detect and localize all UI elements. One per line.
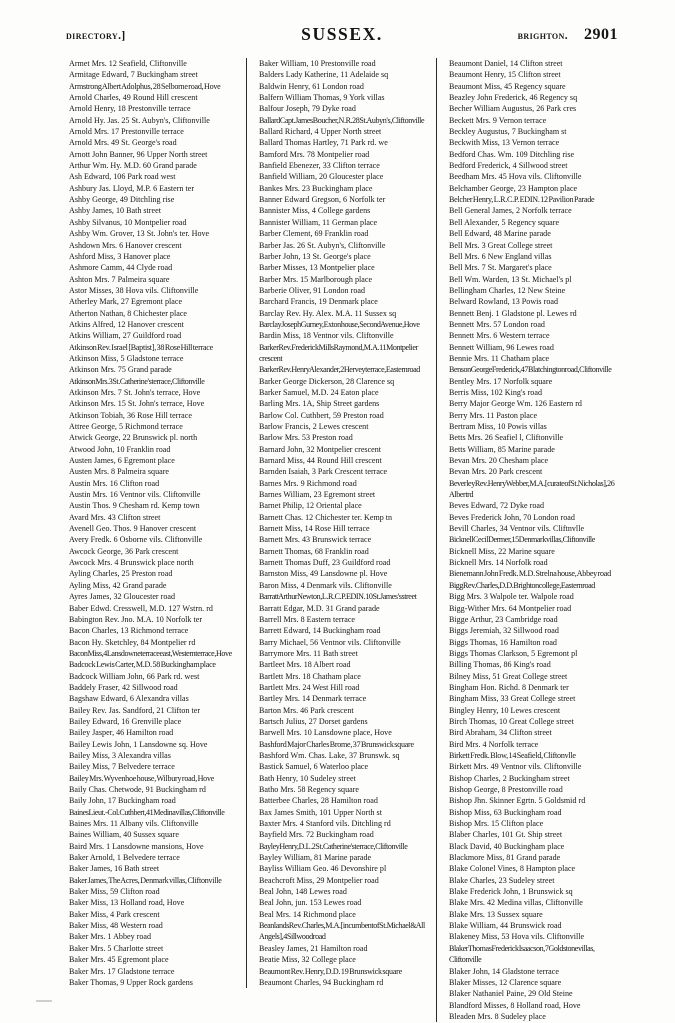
directory-entry: Beal Mrs. 14 Richmond place [259, 909, 356, 919]
directory-entry: Barnden Isaiah, 3 Park Crescent terrace [259, 467, 388, 477]
directory-entry: Arnold Henry, 18 Prestonville terrace [69, 104, 191, 114]
directory-entry: Baker James, The Acres, Denmark villas, Cliftonville [69, 875, 222, 885]
directory-entry: Bell Mrs. 3 Great College street [449, 240, 553, 250]
directory-entry: Bartlett Mrs. 18 Chatham place [259, 671, 361, 681]
directory-entry: Barberie Oliver, 91 London road [259, 285, 365, 295]
directory-entry: Austin Mrs. 16 Ventnor vils. Cliftonville [69, 490, 201, 500]
page-number: 2901 [584, 26, 618, 43]
directory-entry: Bailey Jasper, 46 Hamilton road [69, 728, 174, 738]
directory-entry: Beckley Augustus, 7 Buckingham st [449, 127, 567, 137]
directory-entry: Beaumont Rev. Henry, D.D. 19 Brunswick square [259, 966, 402, 976]
directory-entry: Baker William, 10 Prestonville road [259, 59, 376, 68]
running-head [66, 26, 618, 48]
directory-entry: Barnard John, 32 Montpelier crescent [259, 444, 382, 454]
directory-entry: Beal John, jun. 153 Lewes road [259, 898, 362, 908]
directory-entry: Barnes Mrs. 9 Richmond road [259, 478, 357, 488]
directory-entry: Bayley Henry, D.L. 2 St. Catherine's terrace, Cliftonville [259, 841, 408, 851]
column-2 [246, 58, 436, 988]
directory-entry: Ballard Capt. James Boucher, N.R. 28 St. Aubyn's, Cliftonville [259, 115, 425, 125]
directory-entry: Beatie Miss, 32 College place [259, 955, 356, 965]
directory-entry: Bashford Wm. Chas. Lake, 37 Brunswk. sq [259, 750, 400, 760]
directory-entry: Black David, 40 Buckingham place [449, 841, 565, 851]
directory-entry: Beachcroft Miss, 29 Montpelier road [259, 875, 379, 885]
directory-entry: Bayley William, 81 Marine parade [259, 853, 372, 863]
directory-entry: Bartsch Julius, 27 Dorset gardens [259, 716, 368, 726]
directory-entry: Bienemann John Fredk. M.D. Strelna house, Abbey road [449, 569, 611, 579]
directory-entry: Barnett Mrs. 43 Brunswick terrace [259, 535, 372, 545]
directory-entry: Blake Frederick John, 1 Brunswick sq [449, 887, 573, 897]
directory-entry: Bayfield Mrs. 72 Buckingham road [259, 830, 374, 840]
directory-entry: Barlow Francis, 2 Lewes crescent [259, 422, 369, 431]
directory-entry: Bell Alexander, 5 Regency square [449, 217, 560, 227]
directory-entry: Barrymore Mrs. 11 Bath street [259, 648, 358, 658]
directory-entry: Baker Miss, 4 Park crescent [69, 909, 160, 919]
directory-entry: Baxter Mrs. 4 Stanford vils. Ditchling rd [259, 819, 391, 829]
directory-entry: Beaumont Henry, 15 Clifton street [449, 70, 561, 80]
directory-entry: Badcock Lewis Carter, M.D. 58 Buckingham place [69, 660, 216, 670]
directory-entry: Ballard Thomas Hartley, 71 Park rd. we [259, 138, 388, 148]
directory-entry: Bashford Major Charles Brome, 37 Brunswick square [259, 739, 414, 749]
directory-entry: Baron Miss, 4 Denmark vils. Cliftonville [259, 580, 392, 590]
directory-entry: Blandford Misses, 8 Holland road, Hove [449, 1000, 581, 1010]
directory-entry: Beedham Mrs. 45 Hova vils. Cliftonville [449, 172, 582, 182]
directory-entry: Atkinson Mrs. 7 St. John's terrace, Hove [69, 387, 201, 397]
directory-entry: Beal John, 148 Lewes road [259, 887, 347, 897]
directory-entry: Ashdown Mrs. 6 Hanover crescent [69, 240, 182, 250]
directory-entry: Bell Edward, 48 Marine parade [449, 229, 551, 239]
column-3 [436, 58, 620, 1022]
directory-entry: Ashby James, 10 Bath street [69, 206, 161, 216]
running-head-place: brighton. [517, 30, 568, 42]
directory-entry: Bilney Miss, 51 Great College street [449, 671, 568, 681]
directory-entry: Bicknell Cecil Dermer, 15 Denmark villas, Cliftonville [449, 535, 595, 545]
directory-entry: Banfield William, 20 Gloucester place [259, 172, 384, 182]
directory-entry: Babington Rev. Jno. M.A. 10 Norfolk ter [69, 614, 203, 624]
directory-entry: Baker Mrs. 1 Abbey road [69, 932, 152, 942]
directory-entry: Atkinson Mrs. 15 St. John's terrace, Hove [69, 399, 205, 409]
directory-entry: Armstrong Albert Adolphus, 28 Selborne road, Hove [69, 81, 221, 91]
directory-entry: Baily John, 17 Buckingham road [69, 796, 176, 806]
directory-entry: Birkett Fredk. Blow, 14 Seafield, Cliftonvlle [449, 750, 576, 760]
directory-entry: Barnet Philip, 12 Oriental place [259, 501, 362, 511]
directory-entry: Birkett Mrs. 49 Ventnor vils. Cliftonville [449, 762, 582, 772]
directory-columns [62, 58, 620, 1021]
directory-entry: Bannister Miss, 4 College gardens [259, 206, 371, 216]
directory-entry: Barlow Col. Cuthbert, 59 Preston road [259, 410, 384, 420]
directory-entry: Austin Mrs. 16 Clifton road [69, 478, 160, 488]
directory-entry: Barratt Edgar, M.D. 31 Grand parade [259, 603, 380, 613]
directory-entry: Bedford Chas. Wm. 109 Ditchling rise [449, 149, 575, 159]
directory-entry: Bell Mrs. 6 New England villas [449, 251, 552, 261]
directory-entry: Bennett Benj. 1 Gladstone pl. Lewes rd [449, 308, 577, 318]
directory-entry: Atkinson Mrs. 3 St. Catherine's terrace, Cliftonville [69, 376, 205, 386]
directory-entry: Betts William, 85 Marine parade [449, 444, 555, 454]
directory-entry: Ashmore Camm, 44 Clyde road [69, 263, 173, 273]
directory-entry: Bayliss William Geo. 46 Devonshire pl [259, 864, 387, 874]
directory-entry: Barnett Miss, 14 Rose Hill terrace [259, 524, 370, 534]
directory-entry: Bird Abraham, 34 Clifton street [449, 728, 552, 738]
directory-entry: Barnard Miss, 44 Round Hill crescent [259, 456, 382, 466]
directory-entry: Ballard Richard, 4 Upper North street [259, 127, 382, 137]
directory-entry: Bell Wm. Warden, 13 St. Michael's pl [449, 274, 572, 284]
directory-entry: Berris Miss, 102 King's road [449, 387, 542, 397]
directory-entry: Barber Clement, 69 Franklin road [259, 229, 369, 239]
directory-entry: Biggs Thomas Clarkson, 5 Egremont pl [449, 648, 578, 658]
directory-entry: Barclay Rev. Hy. Alex. M.A. 11 Sussex sq [259, 308, 397, 318]
directory-entry: Barber Mrs. 15 Marlborough place [259, 274, 373, 284]
directory-entry: Bailey Mrs. Wyvenhoe house, Wilbury road, Hove [69, 773, 215, 783]
directory-entry: Barlow Mrs. 53 Preston road [259, 433, 353, 443]
directory-entry: Bennie Mrs. 11 Chatham place [449, 353, 550, 363]
directory-entry: Bacon Hy. Sketchley, 84 Montpelier rd [69, 637, 196, 647]
directory-entry: Baker Miss, 59 Clifton road [69, 887, 160, 897]
directory-entry: Beves Frederick John, 70 London road [449, 512, 575, 522]
directory-entry: Baines William, 40 Sussex square [69, 830, 179, 840]
directory-entry: Barker George Dickerson, 28 Clarence sq [259, 376, 395, 386]
directory-entry: Betts Mrs. 26 Seafiel l, Cliftonville [449, 433, 564, 443]
directory-entry: Bishop George, 8 Prestonville road [449, 785, 563, 794]
directory-entry: Beanlands Rev. Charles, M.A. [incumbent of St. Michael & All Angels], 4 Sillwood road [259, 921, 425, 942]
directory-entry: Barrett Edward, 14 Buckingham road [259, 626, 381, 636]
directory-entry: Beves Edward, 72 Dyke road [449, 501, 545, 511]
directory-entry: Ashby George, 49 Ditchling rise [69, 195, 175, 205]
directory-entry: Attree George, 5 Richmond terrace [69, 422, 183, 431]
directory-entry: Batterbee Charles, 28 Hamilton road [259, 796, 378, 806]
directory-entry: Bax James Smith, 101 Upper North st [259, 807, 382, 817]
directory-entry: Baldwin Henry, 61 London road [259, 81, 364, 91]
directory-entry: Baker James, 16 Bath street [69, 864, 160, 874]
directory-entry: Bigg-Wither Mrs. 64 Montpelier road [449, 603, 572, 613]
directory-entry: Belchamber George, 23 Hampton place [449, 183, 578, 193]
directory-entry: Bell General James, 2 Norfolk terrace [449, 206, 572, 216]
directory-entry: Beazley John Frederick, 46 Regency sq [449, 93, 578, 103]
directory-entry: Baily Chas. Chetwode, 91 Buckingham rd [69, 785, 206, 794]
directory-entry: Bishop Miss, 63 Buckingham road [449, 807, 562, 817]
directory-entry: Baddely Fraser, 42 Sillwood road [69, 682, 178, 692]
directory-entry: Beaumont Miss, 45 Regency square [449, 81, 566, 91]
directory-entry: Berry Major George Wm. 126 Eastern rd [449, 399, 582, 409]
directory-entry: Bacon Miss, 4 Lansdowne terrace east, Western terrace, Hove [69, 648, 232, 658]
directory-entry: Bicknell Miss, 22 Marine square [449, 546, 555, 556]
directory-entry: Batho Mrs. 58 Regency square [259, 785, 360, 794]
directory-entry: Arnott John Banner, 96 Upper North street [69, 149, 208, 159]
directory-entry: Bath Henry, 10 Sudeley street [259, 773, 356, 783]
directory-entry: Badcock William John, 66 Park rd. west [69, 671, 200, 681]
page-edge-mark [36, 1000, 52, 1002]
directory-entry: Avard Mrs. 43 Clifton street [69, 512, 161, 522]
directory-entry: Baines Lieut.-Col. Cuthbert, 41 Medina villas, Cliftonville [69, 807, 225, 817]
directory-entry: Bartlett Mrs. 24 West Hill road [259, 682, 360, 692]
directory-entry: Bailey Miss, 3 Alexandra villas [69, 750, 171, 760]
directory-entry: Blake Colonel Vines, 8 Hampton place [449, 864, 576, 874]
directory-entry: Barnston Miss, 49 Lansdowne pl. Hove [259, 569, 388, 579]
directory-entry: Ashton Mrs. 7 Palmeira square [69, 274, 170, 284]
directory-entry: Armitage Edward, 7 Buckingham street [69, 70, 198, 80]
directory-entry: Bartley Mrs. 14 Denmark terrace [259, 694, 367, 704]
directory-entry: Atkins William, 27 Guildford road [69, 331, 182, 341]
directory-entry: Billing Thomas, 86 King's road [449, 660, 551, 670]
directory-entry: Atherley Mark, 27 Egremont place [69, 297, 183, 307]
directory-entry: Barnes William, 23 Egremont street [259, 490, 376, 500]
directory-entry: Bishop Charles, 2 Buckingham street [449, 773, 570, 783]
directory-entry: Ayling Charles, 25 Preston road [69, 569, 173, 579]
directory-entry: Bigg Mrs. 3 Walpole ter. Walpole road [449, 592, 574, 602]
directory-entry: Austin Thos. 9 Chesham rd. Kemp town [69, 501, 200, 511]
directory-entry: Bleaden Mrs. 8 Sudeley place [449, 1011, 546, 1021]
directory-entry: Biggs Thomas, 16 Hamilton road [449, 637, 557, 647]
directory-entry: Baker Miss, 13 Holland road, Hove [69, 898, 185, 908]
directory-entry: Bartleet Mrs. 18 Albert road [259, 660, 351, 670]
directory-entry: Blake Mrs. 13 Sussex square [449, 909, 543, 919]
directory-entry: Barling Mrs. 1A, Ship Street gardens [259, 399, 380, 409]
directory-entry: Barnett Thomas, 68 Franklin road [259, 546, 369, 556]
directory-entry: Bellingham Charles, 12 New Steine [449, 285, 566, 295]
directory-entry: Blaker Thomas Frederick Isaacson, 7 Goldstone villas, Cliftonville [449, 943, 595, 965]
directory-entry: Biggs Jeremiah, 32 Sillwood road [449, 626, 559, 636]
directory-entry: Barchard Francis, 19 Denmark place [259, 297, 378, 307]
directory-entry: Ashby Wm. Grover, 13 St. John's ter. Hove [69, 229, 210, 239]
directory-entry: Bastick Samuel, 6 Waterloo place [259, 762, 369, 772]
running-head-right [518, 26, 618, 44]
directory-entry: Arnold Hy. Jas. 25 St. Aubyn's, Cliftonville [69, 115, 210, 125]
directory-entry: Ash Edward, 106 Park road west [69, 172, 176, 182]
directory-entry: Arthur Wm. Hy. M.D. 60 Grand parade [69, 161, 197, 171]
directory-entry: Bentley Mrs. 17 Norfolk square [449, 376, 553, 386]
directory-entry: Atkinson Miss, 5 Gladstone terrace [69, 353, 184, 363]
directory-entry: Beverley Rev. Henry Webber, M.A. [curate of St. Nicholas], 26 Albert rd [449, 478, 615, 500]
directory-entry: Bardin Miss, 18 Ventnor vils. Cliftonville [259, 331, 394, 341]
directory-entry: Armet Mrs. 12 Seafield, Cliftonville [69, 59, 187, 68]
directory-entry: Beaumont Charles, 94 Buckingham rd [259, 977, 384, 987]
directory-entry: Blackmore Miss, 81 Grand parade [449, 853, 561, 863]
directory-entry: Ayres James, 32 Gloucester road [69, 592, 176, 602]
directory-entry: Bingham Hon. Richd. 8 Denmark ter [449, 682, 569, 692]
directory-entry: Barton Mrs. 46 Park crescent [259, 705, 354, 715]
directory-entry: Astor Misses, 38 Hova vils. Cliftonville [69, 285, 199, 295]
directory-entry: Ayling Miss, 42 Grand parade [69, 580, 167, 590]
directory-entry: Bishop Mrs. 15 Clifton place [449, 819, 544, 829]
directory-entry: Arnold Mrs. 17 Prestonville terrace [69, 127, 184, 137]
directory-entry: Bagshaw Edward, 6 Alexandra villas [69, 694, 189, 704]
directory-entry: Austen James, 6 Egremont place [69, 456, 175, 466]
directory-entry: Barnett Chas. 12 Chichester ter. Kemp tn [259, 512, 393, 522]
directory-entry: Atkins Alfred, 12 Hanover crescent [69, 319, 184, 329]
directory-entry: Bannister William, 11 German place [259, 217, 378, 227]
directory-entry: Atkinson Rev. Israel [Baptist], 38 Rose Hill terrace [69, 342, 213, 352]
directory-entry: Bailey Miss, 7 Belvedere terrace [69, 762, 175, 772]
column-1 [62, 58, 246, 988]
directory-entry: Bailey Edward, 16 Grenville place [69, 716, 182, 726]
directory-entry: Baker Mrs. 5 Charlotte street [69, 943, 164, 953]
directory-entry: Barber Jas. 26 St. Aubyn's, Cliftonville [259, 240, 386, 250]
directory-entry: Bevan Mrs. 20 Chesham place [449, 456, 549, 466]
directory-entry: Blake William, 44 Brunswick road [449, 921, 562, 931]
directory-entry: Barber Misses, 13 Montpelier place [259, 263, 375, 273]
directory-entry: Awcock George, 36 Park crescent [69, 546, 179, 556]
directory-entry: Bankes Mrs. 23 Buckingham place [259, 183, 373, 193]
directory-entry: Bacon Charles, 13 Richmond terrace [69, 626, 189, 636]
directory-entry: Blaber Charles, 101 Gt. Ship street [449, 830, 563, 840]
directory-entry: Arnold Charles, 49 Round Hill crescent [69, 93, 198, 103]
directory-entry: Bennett Mrs. 57 London road [449, 319, 545, 329]
directory-entry: Bigge Arthur, 23 Cambridge road [449, 614, 558, 624]
directory-entry: Atkinson Tobiah, 36 Rose Hill terrace [69, 410, 192, 420]
directory-entry: Atherton Nathan, 8 Chichester place [69, 308, 188, 318]
directory-entry: Blaker Nathaniel Paine, 29 Old Steine [449, 989, 573, 999]
directory-entry: Atkinson Mrs. 75 Grand parade [69, 365, 172, 375]
directory-entry: Bevill Charles, 34 Ventnor vils. Cliftnvlle [449, 524, 585, 534]
running-head-left: directory.] [66, 30, 126, 42]
directory-entry: Beckett Mrs. 9 Vernon terrace [449, 115, 547, 125]
directory-entry: Barry Michael, 56 Ventnor vils. Cliftonville [259, 637, 401, 647]
directory-entry: Barrell Mrs. 8 Eastern terrace [259, 614, 355, 624]
directory-entry: Bell Mrs. 7 St. Margaret's place [449, 263, 552, 273]
directory-entry: Atwood John, 10 Franklin road [69, 444, 171, 454]
directory-entry: Belward Rowland, 13 Powis road [449, 297, 558, 307]
directory-entry: Berry Mrs. 11 Paston place [449, 410, 538, 420]
directory-entry: Baker Mrs. 45 Egremont place [69, 955, 169, 965]
directory-entry: Barnett Thomas Duff, 23 Guildford road [259, 558, 391, 568]
directory-entry: Beaumont Daniel, 14 Clifton street [449, 59, 563, 68]
directory-entry: Blakeney Miss, 53 Hova vils. Cliftonville [449, 932, 585, 942]
directory-entry: Baines Mrs. 11 Albany vils. Cliftonville [69, 819, 199, 829]
directory-entry: Banner Edward Gregson, 6 Norfolk ter [259, 195, 386, 205]
directory-entry: Becher William Augustus, 26 Park cres [449, 104, 577, 114]
directory-entry: Bamford Mrs. 78 Montpelier road [259, 149, 370, 159]
directory-entry: Barker Samuel, M.D. 24 Eaton place [259, 387, 379, 397]
directory-entry: Barker Rev. Henry Alexander, 2 Hervey terrace, Eastern road [259, 365, 420, 375]
directory-entry: Barwell Mrs. 10 Lansdowne place, Hove [259, 728, 392, 738]
running-head-title: SUSSEX. [301, 24, 383, 44]
directory-entry: Benson George Frederick, 47 Blatchington road, Cliftonville [449, 365, 612, 375]
directory-entry: Balders Lady Katherine, 11 Adelaide sq [259, 70, 389, 80]
directory-entry: Avery Fredk. 6 Osborne vils. Cliftonville [69, 535, 203, 545]
directory-entry: Balfour Joseph, 79 Dyke road [259, 104, 356, 114]
directory-entry: Barratt Arthur Newton, L.R.C.P. EDIN. 10 St. James's street [259, 592, 417, 602]
directory-entry: Belcher Henry, L.R.C.P. EDIN. 12 Pavilion Parade [449, 195, 595, 205]
directory-entry: Blaker John, 14 Gladstone terrace [449, 966, 559, 976]
directory-entry: Ashbury Jas. Lloyd, M.P. 6 Eastern ter [69, 183, 195, 193]
directory-entry: Blake Mrs. 42 Medina villas, Cliftonville [449, 898, 583, 908]
directory-entry: Baker Thomas, 9 Upper Rock gardens [69, 977, 193, 987]
directory-entry: Bedford Frederick, 4 Sillwood street [449, 161, 568, 171]
directory-entry: Arnold Mrs. 49 St. George's road [69, 138, 177, 148]
directory-entry: Ashby Silvanus, 10 Montpelier road [69, 217, 187, 227]
directory-entry: Birch Thomas, 10 Great College street [449, 716, 574, 726]
directory-entry: Barker Rev. Frederick Mills Raymond, M.A. 11 Montpelier crescent [259, 342, 418, 363]
directory-entry: Beasley James, 21 Hamilton road [259, 943, 368, 953]
directory-entry: Baker Arnold, 1 Belvedere terrace [69, 853, 180, 863]
directory-entry: Bird Mrs. 4 Norfolk terrace [449, 739, 539, 749]
directory-entry: Ashford Miss, 3 Hanover place [69, 251, 171, 261]
directory-entry: Barclay Joseph Gurney, Exton house, Second Avenue, Hove [259, 319, 420, 329]
directory-entry: Beckwith Miss, 13 Vernon terrace [449, 138, 560, 148]
directory-entry: Blaker Misses, 12 Clarence square [449, 977, 562, 987]
directory-entry: Baker Miss, 48 Western road [69, 921, 163, 931]
directory-entry: Bevan Mrs. 20 Park crescent [449, 467, 543, 477]
directory-entry: Bingley Henry, 10 Lewes crescent [449, 705, 561, 715]
directory-entry: Baker Mrs. 17 Gladstone terrace [69, 966, 175, 976]
directory-entry: Bishop Jhn. Skinner Egrtn. 5 Goldsmid rd [449, 796, 586, 806]
directory-entry: Bicknell Mrs. 14 Norfolk road [449, 558, 548, 568]
directory-entry: Bailey Rev. Jas. Sandford, 21 Clifton ter [69, 705, 201, 715]
directory-entry: Bingham Miss, 33 Great College street [449, 694, 576, 704]
directory-entry: Bertram Miss, 10 Powis villas [449, 422, 547, 431]
directory-entry: Atwick George, 22 Brunswick pl. north [69, 433, 198, 443]
directory-entry: Bailey Lewis John, 1 Lansdowne sq. Hove [69, 739, 208, 749]
directory-entry: Balfern William Thomas, 9 York villas [259, 93, 385, 103]
directory-entry: Awcock Mrs. 4 Brunswick place north [69, 558, 194, 568]
directory-entry: Baird Mrs. 1 Lansdowne mansions, Hove [69, 841, 204, 851]
directory-entry: Bennett Mrs. 6 Western terrace [449, 331, 550, 341]
directory-entry: Austen Mrs. 8 Palmeira square [69, 467, 170, 477]
directory-entry: Avenell Geo. Thos. 9 Hanover crescent [69, 524, 197, 534]
directory-entry: Bennett William, 96 Lewes road [449, 342, 554, 352]
directory-entry: Barber John, 13 St. George's place [259, 251, 371, 261]
directory-entry: Baber Edwd. Cresswell, M.D. 127 Wstrn. rd [69, 603, 213, 613]
directory-entry: Blake Charles, 23 Sudeley street [449, 875, 555, 885]
directory-entry: Bigg Rev. Charles, D.D. Brighton college, Eastern road [449, 580, 595, 590]
directory-entry: Banfield Ebenezer, 33 Clifton terrace [259, 161, 380, 171]
